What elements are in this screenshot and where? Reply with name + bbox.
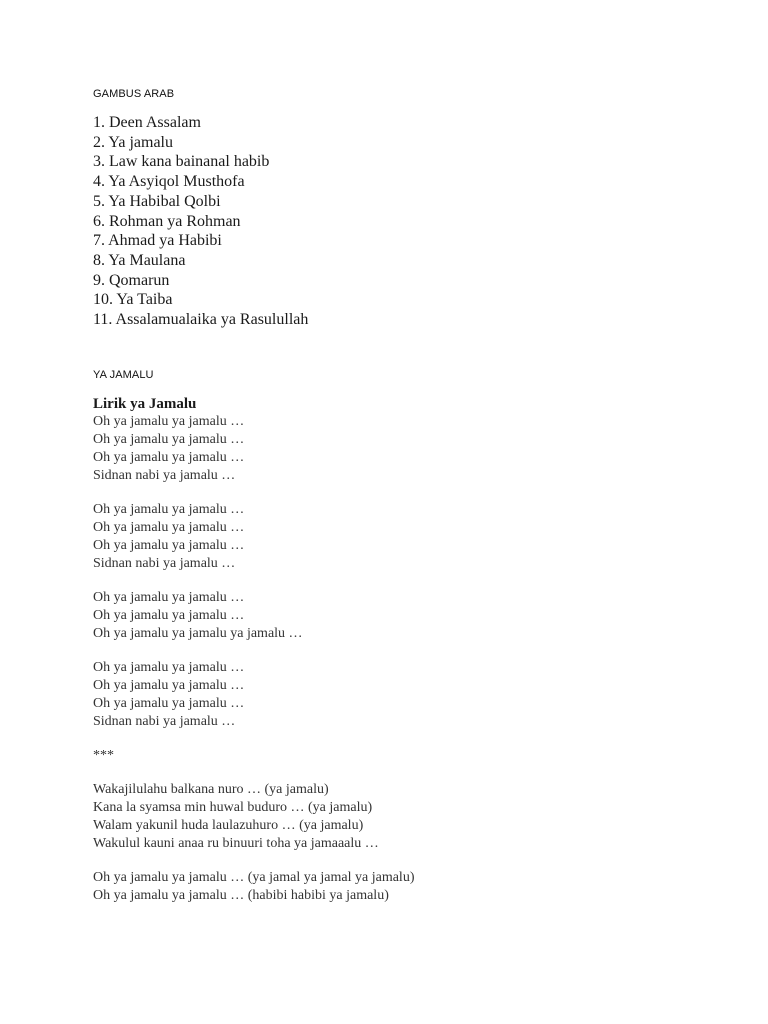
song-list-item: 1. Deen Assalam xyxy=(93,114,201,131)
lyric-line: Oh ya jamalu ya jamalu … xyxy=(93,608,245,623)
lyric-line: Sidnan nabi ya jamalu … xyxy=(93,468,236,483)
section-heading-gambus-arab: GAMBUS ARAB xyxy=(93,88,175,100)
lyric-line: Sidnan nabi ya jamalu … xyxy=(93,556,236,571)
song-list-item: 8. Ya Maulana xyxy=(93,251,186,269)
song-list-item: 3. Law kana bainanal habib xyxy=(93,153,270,171)
lyric-line: Oh ya jamalu ya jamalu … xyxy=(93,414,245,429)
section-heading-ya-jamalu: YA JAMALU xyxy=(93,369,154,381)
lyric-line: Oh ya jamalu ya jamalu … (ya jamal ya jamal ya jamalu) xyxy=(93,870,415,885)
song-list-item: 5. Ya Habibal Qolbi xyxy=(93,192,221,210)
lyric-line: Wakajilulahu balkana nuro … (ya jamalu) xyxy=(93,782,329,797)
lyrics-stanza xyxy=(93,659,415,731)
song-list-item: 11. Assalamualaika ya Rasulullah xyxy=(93,311,309,329)
lyric-line: Oh ya jamalu ya jamalu ya jamalu … xyxy=(93,626,303,641)
lyric-line: Kana la syamsa min huwal buduro … (ya jamalu) xyxy=(93,800,373,815)
lyrics-stanza xyxy=(93,395,415,485)
lyrics-stanza xyxy=(93,869,415,905)
song-list-item: 2. Ya jamalu xyxy=(93,133,173,151)
lyrics-separator: *** xyxy=(93,748,114,763)
lyric-line: Oh ya jamalu ya jamalu … (habibi habibi ya jamalu) xyxy=(93,888,389,903)
lyrics-stanza xyxy=(93,501,415,573)
song-list-item: 6. Rohman ya Rohman xyxy=(93,212,241,230)
lyric-line: Oh ya jamalu ya jamalu … xyxy=(93,538,245,553)
song-list xyxy=(93,113,308,330)
lyric-line: Oh ya jamalu ya jamalu … xyxy=(93,696,245,711)
song-list-item: 10. Ya Taiba xyxy=(93,291,173,309)
lyric-line: Oh ya jamalu ya jamalu … xyxy=(93,450,245,465)
lyric-line: Walam yakunil huda laulazuhuro … (ya jamalu) xyxy=(93,818,364,833)
lyric-line: Oh ya jamalu ya jamalu … xyxy=(93,590,245,605)
lyric-line: Wakulul kauni anaa ru binuuri toha ya jamaaalu … xyxy=(93,836,379,851)
lyrics-stanza xyxy=(93,589,415,643)
lyric-line: Oh ya jamalu ya jamalu … xyxy=(93,520,245,535)
lyrics-stanza xyxy=(93,747,415,765)
lyric-line: Oh ya jamalu ya jamalu … xyxy=(93,660,245,675)
lyrics-stanza xyxy=(93,781,415,853)
lyric-line: Oh ya jamalu ya jamalu … xyxy=(93,502,245,517)
lyrics-block xyxy=(93,395,415,905)
lyrics-title: Lirik ya Jamalu xyxy=(93,396,197,412)
song-list-item: 4. Ya Asyiqol Musthofa xyxy=(93,173,245,191)
song-list-item: 7. Ahmad ya Habibi xyxy=(93,232,222,250)
song-list-item: 9. Qomarun xyxy=(93,271,170,289)
lyric-line: Oh ya jamalu ya jamalu … xyxy=(93,432,245,447)
lyric-line: Oh ya jamalu ya jamalu … xyxy=(93,678,245,693)
lyric-line: Sidnan nabi ya jamalu … xyxy=(93,714,236,729)
